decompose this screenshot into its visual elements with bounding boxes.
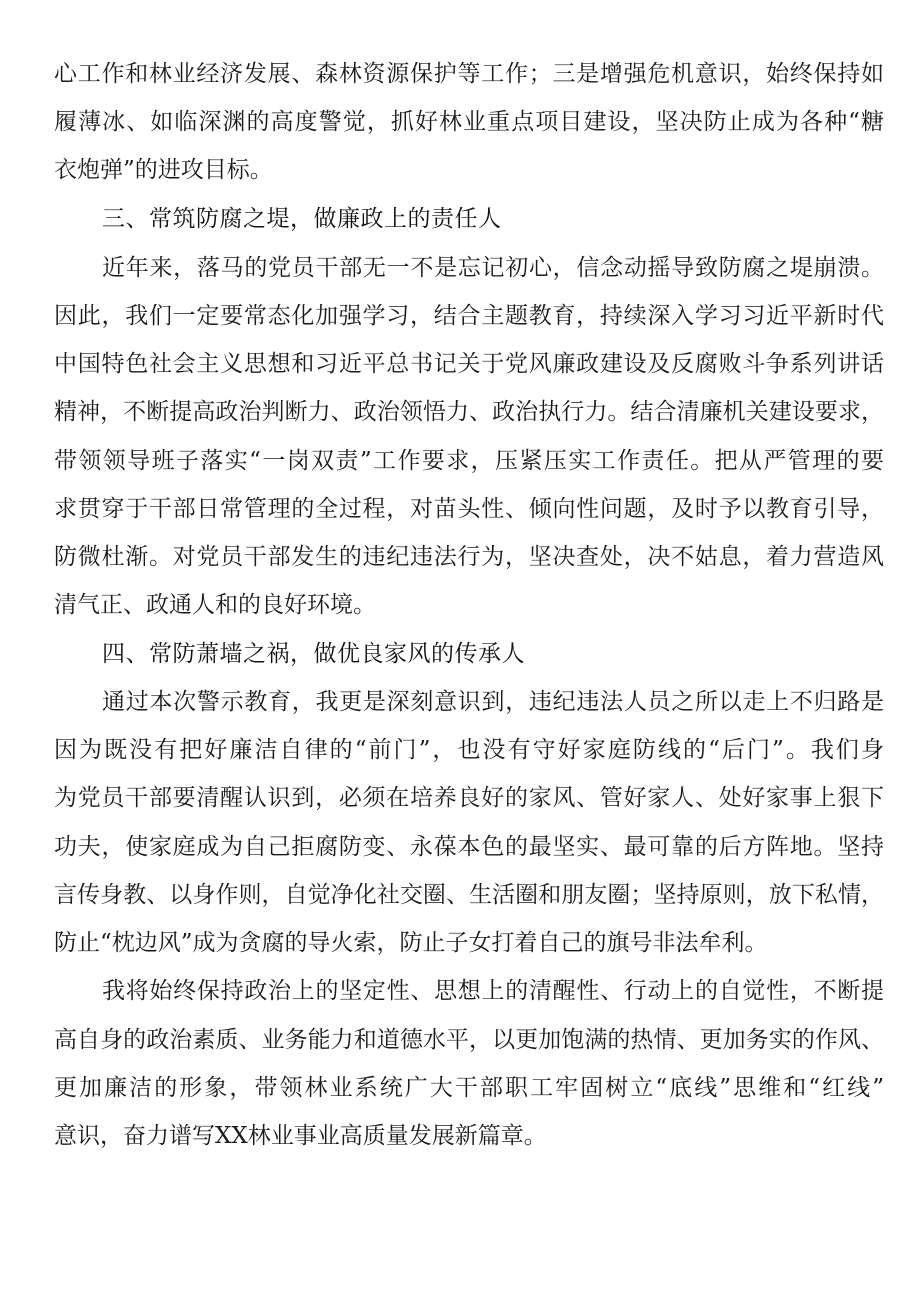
section3-heading: 三、常筑防腐之堤，做廉政上的责任人	[102, 206, 502, 232]
section4-line-6: 防止“枕边风”成为贪腐的导火索，防止子女打着自己的旗号非法牟利。	[54, 930, 768, 956]
section4-line-1: 通过本次警示教育，我更是深刻意识到，违纪违法人员之所以走上不归路是	[102, 689, 884, 715]
section3-line-4: 精神，不断提高政治判断力、政治领悟力、政治执行力。结合清廉机关建设要求，	[54, 399, 884, 425]
section4-line-3: 为党员干部要清醒认识到，必须在培养良好的家风、管好家人、处好家事上狠下	[54, 785, 884, 811]
section3-line-5: 带领领导班子落实“一岗双责”工作要求，压紧压实工作责任。把从严管理的要	[54, 448, 884, 474]
intro-line-2: 履薄冰、如临深渊的高度警觉，抓好林业重点项目建设，坚决防止成为各种“糖	[54, 109, 884, 135]
section3-line-3: 中国特色社会主义思想和习近平总书记关于党风廉政建设及反腐败斗争系列讲话	[54, 351, 884, 377]
section4-heading: 四、常防萧墙之祸，做优良家风的传承人	[102, 641, 525, 667]
section3-line-6: 求贯穿于干部日常管理的全过程，对苗头性、倾向性问题，及时予以教育引导，	[54, 496, 884, 522]
section4-line-4: 功夫，使家庭成为自己拒腐防变、永葆本色的最坚实、最可靠的后方阵地。坚持	[54, 834, 884, 860]
closing-line-4: 意识，奋力谱写XX林业事业高质量发展新篇章。	[54, 1123, 547, 1149]
intro-line-3: 衣炮弹”的进攻目标。	[54, 157, 273, 183]
section3-line-8: 清气正、政通人和的良好环境。	[54, 592, 376, 618]
section4-line-2: 因为既没有把好廉洁自律的“前门”，也没有守好家庭防线的“后门”。我们身	[54, 737, 884, 763]
closing-line-3: 更加廉洁的形象，带领林业系统广大干部职工牢固树立“底线”思维和“红线”	[54, 1075, 884, 1101]
section3-line-2: 因此，我们一定要常态化加强学习，结合主题教育，持续深入学习习近平新时代	[54, 303, 884, 329]
section3-line-7: 防微杜渐。对党员干部发生的违纪违法行为，坚决查处，决不姑息，着力营造风	[54, 544, 884, 570]
intro-line-1: 心工作和林业经济发展、森林资源保护等工作；三是增强危机意识，始终保持如	[54, 61, 884, 87]
section4-line-5: 言传身教、以身作则，自觉净化社交圈、生活圈和朋友圈；坚持原则，放下私情，	[54, 882, 884, 908]
closing-line-2: 高自身的政治素质、业务能力和道德水平，以更加饱满的热情、更加务实的作风、	[54, 1027, 884, 1053]
section3-line-1: 近年来，落马的党员干部无一不是忘记初心，信念动摇导致防腐之堤崩溃。	[102, 255, 884, 281]
closing-line-1: 我将始终保持政治上的坚定性、思想上的清醒性、行动上的自觉性，不断提	[102, 978, 884, 1004]
